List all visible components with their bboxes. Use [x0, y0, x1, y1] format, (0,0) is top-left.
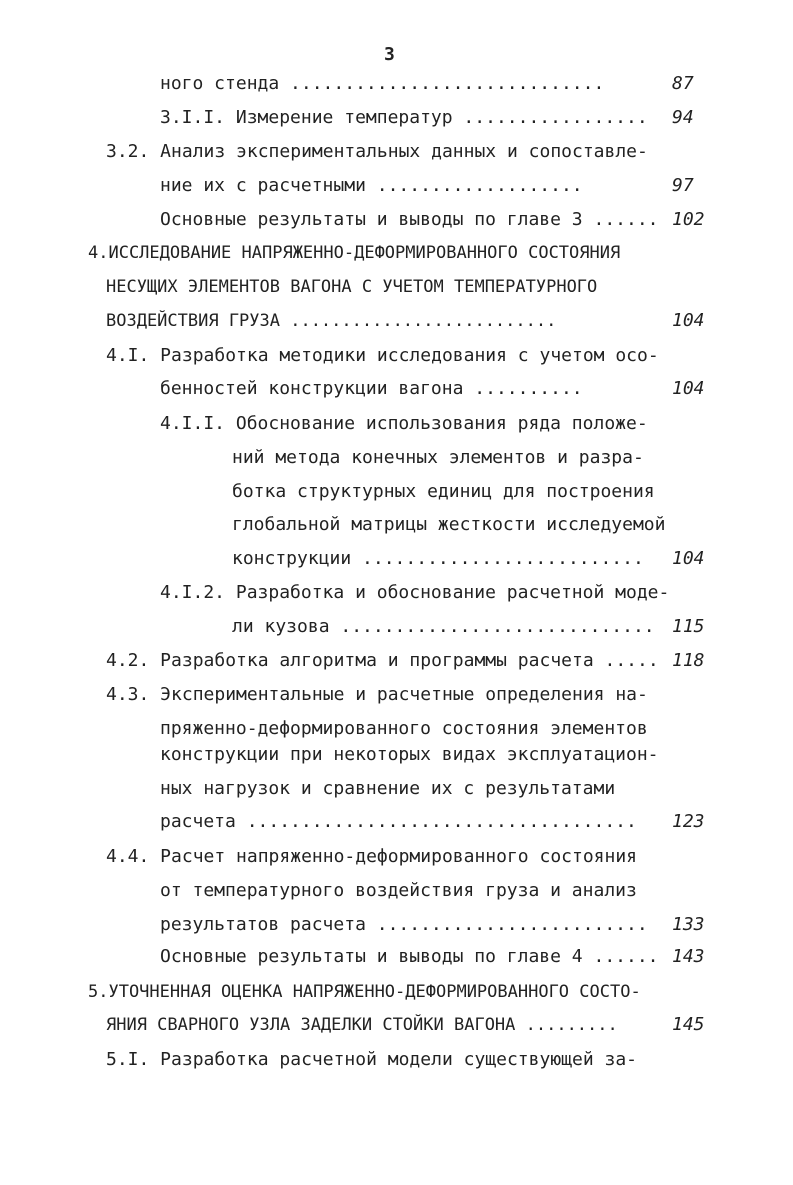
toc-page: 143: [672, 946, 705, 967]
toc-line: результатов расчета .........................: [160, 914, 648, 935]
toc-page: 123: [672, 811, 705, 832]
toc-line: конструкции при некоторых видах эксплуатацион-: [160, 744, 659, 765]
toc-line: ботка структурных единиц для построения: [232, 481, 655, 502]
toc-line: Основные результаты и выводы по главе 4 ......: [160, 946, 659, 967]
toc-line: ний метода конечных элементов и разра-: [232, 447, 644, 468]
toc-line: от температурного воздействия груза и анализ: [160, 880, 637, 901]
toc-line: 5.I. Разработка расчетной модели существующей за-: [106, 1049, 638, 1070]
toc-line: 4.4. Расчет напряженно-деформированного состояния: [106, 846, 638, 867]
toc-line: расчета ....................................: [160, 811, 637, 832]
toc-page: 94: [672, 107, 694, 128]
toc-line: ных нагрузок и сравнение их с результатами: [160, 778, 616, 799]
toc-page: 104: [672, 378, 705, 399]
toc-line: 3.I.I. Измерение температур .................: [160, 107, 648, 128]
toc-line: 4.I. Разработка методики исследования с учетом осо-: [106, 345, 659, 366]
toc-line: пряженно-деформированного состояния элементов: [160, 718, 648, 739]
toc-page: 97: [672, 175, 694, 196]
toc-line: ли кузова .............................: [232, 616, 655, 637]
toc-page: 118: [672, 650, 705, 671]
toc-page: 145: [672, 1014, 705, 1035]
toc-page: 133: [672, 914, 705, 935]
toc-line: ного стенда .............................: [160, 73, 605, 94]
page-number: 3: [384, 44, 395, 65]
toc-line: 4.I.I. Обоснование использования ряда положе-: [160, 413, 648, 434]
toc-line: бенностей конструкции вагона ..........: [160, 378, 583, 399]
toc-page: 87: [672, 73, 694, 94]
toc-page: 102: [672, 209, 705, 230]
toc-page: 104: [672, 548, 705, 569]
toc-line: 4.3. Экспериментальные и расчетные определения на-: [106, 684, 648, 705]
toc-line: 4.I.2. Разработка и обоснование расчетной моде-: [160, 582, 670, 603]
toc-line: глобальной матрицы жесткости исследуемой: [232, 514, 666, 535]
toc-line: 3.2. Анализ экспериментальных данных и сопоставле-: [106, 141, 648, 162]
toc-line: ние их с расчетными ...................: [160, 175, 583, 196]
toc-page: 104: [672, 310, 705, 331]
toc-chapter-line: ЯНИЯ СВАРНОГО УЗЛА ЗАДЕЛКИ СТОЙКИ ВАГОНА .........: [106, 1015, 618, 1035]
toc-chapter-line: 4.ИССЛЕДОВАНИЕ НАПРЯЖЕННО-ДЕФОРМИРОВАННОГО СОСТОЯНИЯ: [88, 243, 621, 263]
toc-page: 115: [672, 616, 705, 637]
toc-line: конструкции ..........................: [232, 548, 644, 569]
toc-chapter-line: НЕСУЩИХ ЭЛЕМЕНТОВ ВАГОНА С УЧЕТОМ ТЕМПЕРАТУРНОГО: [106, 277, 598, 297]
toc-line: Основные результаты и выводы по главе 3 ......: [160, 209, 659, 230]
toc-line: 4.2. Разработка алгоритма и программы расчета .....: [106, 650, 659, 671]
toc-chapter-line: ВОЗДЕЙСТВИЯ ГРУЗА ..........................: [106, 311, 557, 331]
toc-chapter-line: 5.УТОЧНЕННАЯ ОЦЕНКА НАПРЯЖЕННО-ДЕФОРМИРОВАННОГО СОСТО-: [88, 982, 641, 1002]
